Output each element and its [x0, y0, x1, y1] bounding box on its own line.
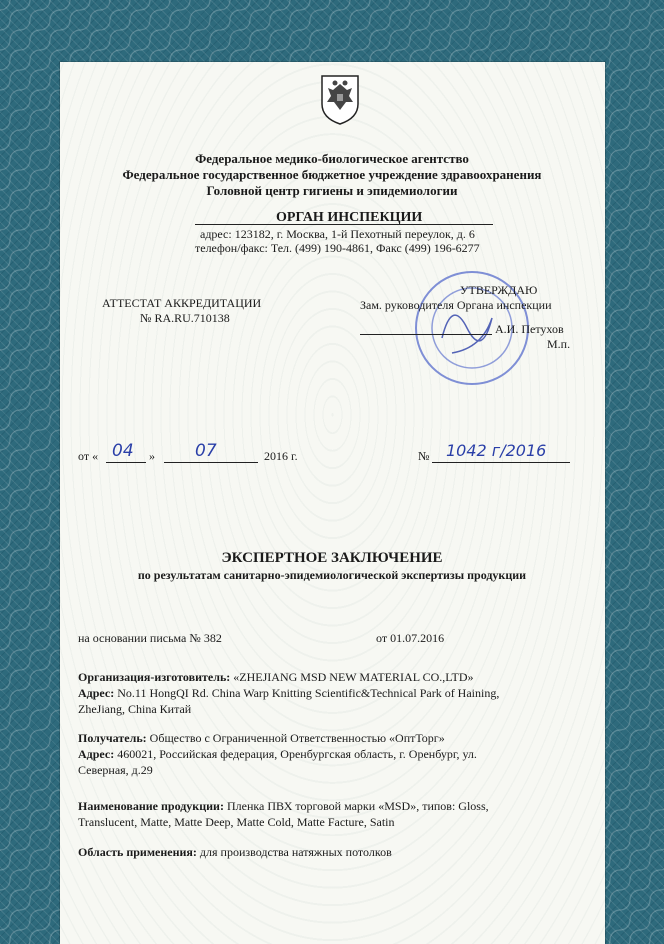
doc-number-prefix: № [418, 449, 430, 463]
recipient-label: Получатель: [78, 731, 147, 745]
day-underline [106, 462, 146, 463]
seal-mark: М.п. [547, 337, 571, 351]
coat-of-arms-icon [318, 72, 362, 126]
scope-value: для производства натяжных потолков [196, 845, 392, 859]
basis-letter: на основании письма № 382 [78, 631, 222, 645]
accreditation-title: АТТЕСТАТ АККРЕДИТАЦИИ [102, 296, 262, 310]
approver-name: А.И. Петухов [495, 322, 564, 336]
date-day: 04 [112, 441, 134, 461]
center-name: Головной центр гигиены и эпидемиологии [206, 183, 458, 198]
manufacturer-address-2: ZheJiang, China Китай [78, 702, 192, 716]
recipient-address-2: Северная, д.29 [78, 763, 153, 777]
scope-label: Область применения: [78, 845, 197, 859]
manufacturer-address-line [78, 686, 499, 701]
manufacturer-label: Организация-изготовитель: [78, 670, 231, 684]
organ-title: ОРГАН ИНСПЕКЦИИ [276, 210, 423, 225]
date-prefix: от « [78, 449, 99, 463]
recipient-line [78, 731, 445, 746]
product-label: Наименование продукции: [78, 799, 224, 813]
accreditation-number: № RA.RU.710138 [140, 311, 230, 325]
organ-address: адрес: 123182, г. Москва, 1-й Пехотный переулок, д. 6 [200, 227, 475, 241]
product-value-1: Пленка ПВХ торговой марки «MSD», типов: Gloss, [223, 799, 489, 813]
scope-line [78, 845, 392, 860]
conclusion-subtitle: по результатам санитарно-эпидемиологической экспертизы продукции [137, 568, 527, 582]
recipient-address-label: Адрес: [78, 747, 115, 761]
organ-underline [195, 224, 493, 225]
manufacturer-value: «ZHEJIANG MSD NEW MATERIAL CO.,LTD» [230, 670, 474, 684]
doc-number-underline [432, 462, 570, 463]
organ-phone: телефон/факс: Тел. (499) 190-4861, Факс (499) 196-6277 [195, 241, 480, 255]
product-value-2: Translucent, Matte, Matte Deep, Matte Cold, Matte Facture, Satin [78, 815, 395, 829]
manufacturer-address-1: No.11 HongQI Rd. China Warp Knitting Scientific&Technical Park of Haining, [114, 686, 500, 700]
manufacturer-address-label: Адрес: [78, 686, 115, 700]
approval-title: УТВЕРЖДАЮ [460, 283, 538, 297]
recipient-address-line [78, 747, 477, 762]
date-year: 2016 г. [264, 449, 298, 463]
product-line [78, 799, 489, 814]
month-underline [164, 462, 258, 463]
basis-date: от 01.07.2016 [376, 631, 445, 645]
approval-position: Зам. руководителя Органа инспекции [360, 298, 552, 312]
recipient-address-1: 460021, Российская федерация, Оренбургская область, г. Оренбург, ул. [114, 747, 477, 761]
recipient-value: Общество с Ограниченной Ответственностью «ОптТорг» [146, 731, 445, 745]
doc-number-value: 1042 г/2016 [446, 441, 547, 460]
signature-line [360, 334, 492, 335]
date-mid: » [149, 449, 155, 463]
manufacturer-line [78, 670, 474, 685]
date-month: 07 [195, 441, 217, 461]
agency-name: Федеральное медико-биологическое агентство [195, 151, 469, 166]
conclusion-title: ЭКСПЕРТНОЕ ЗАКЛЮЧЕНИЕ [221, 550, 443, 566]
institution-name: Федеральное государственное бюджетное учреждение здравоохранения [122, 167, 542, 182]
